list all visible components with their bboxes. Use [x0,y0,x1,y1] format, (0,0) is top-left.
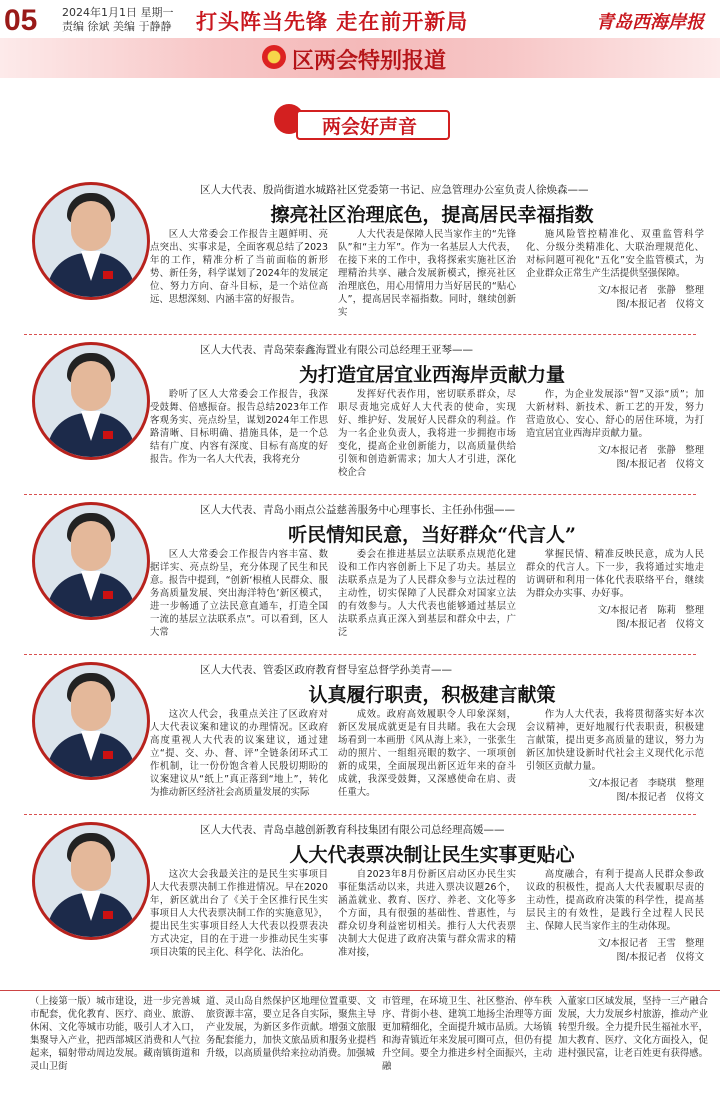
text-credit: 文/本报记者 李晓琪 整理 [588,778,704,789]
body-col-2 [338,868,516,968]
body-col-3 [526,548,704,648]
photo-credit: 图/本报记者 仪将文 [616,792,704,803]
article-title: 听民情知民意，当好群众“代言人” [288,524,576,546]
paragraph: 施风险管控精准化、双重监管科学化、分级分类精准化、大联治理规范化、对标问题可视化“五化”安全监管模式，为企业群众正常生产生活提供坚强保障。 [526,229,704,279]
photo-face [71,361,111,411]
section-title: 区两会特别报道 [292,48,447,74]
emblem-icon [262,45,286,69]
article-body [150,388,710,508]
article [0,818,720,978]
text-credit: 文/本报记者 张静 整理 [597,285,704,296]
paragraph: 成效。政府高效履职令人印象深刻，新区发展成就更是有目共睹。我在大会现场看到一本画册《风从海上来》，一张张生动的照片、一组组亮眼的数字、一项项创新的成果，全面展现出新区近年来的奋斗成就，我深受鼓舞，又深感使命在肩、责任重大。 [338,709,516,798]
body-col-1 [150,548,328,648]
representative-photo [32,822,150,940]
body-col-2 [338,388,516,488]
footer-col-1: （上接第一版）城市建设，进一步完善城市配套，优化教育、医疗、商业、旅游、休闲、文化等城市功能，吸引人才入口，集聚导入产业，把西部城区消费和人气拉起来，辐射带动周边发展。藏南镇街道和灵山卫街 [30,996,200,1072]
feature-title: 两会好声音 [322,116,418,138]
delegate-badge-icon [103,591,113,599]
article-body [150,708,710,828]
article [0,658,720,818]
newspaper-logo: 青岛西海岸报 [596,12,704,33]
representative-photo [32,342,150,460]
paragraph: 区人大常委会工作报告主题鲜明、亮点突出、实事求是，全面客观总结了2023年的工作，精准分析了当前面临的新形势、新任务，科学谋划了2024年的发展定位、努力方向、奋斗目标，是一个站位高远、思想深刻、内涵丰富的好报告。 [150,229,328,305]
body-col-3 [526,388,704,488]
paragraph: 这次大会我最关注的是民生实事项目人大代表票决制工作推进情况。早在2020年，新区就出台了《关于全区推行民生实事项目人大代表票决制工作的实施意见》，提出民生实事项目经人大代表以投票表决方式决定，目的在于进一步推动民生实事项目决策的民主化、科学化、法治化。 [150,869,328,958]
article [0,498,720,658]
article-divider [24,494,696,495]
footer-col-2: 道、灵山岛自然保护区地理位置重要、文旅资源丰富，要立足各自实际，聚焦主导产业发展，为新区多作贡献。增强文旅服务配套能力，加快文旅品质和服务业提档升级，以高质量供给来拉动消费。加强城 [206,996,376,1059]
body-col-3 [526,868,704,968]
article-title: 人大代表票决制让民生实事更贴心 [289,844,575,866]
article-body [150,228,710,348]
body-col-1 [150,708,328,808]
page-headline: 打头阵当先锋 走在前开新局 [196,9,469,34]
masthead [0,0,720,82]
text-credit: 文/本报记者 张静 整理 [597,445,704,456]
text-credit: 文/本报记者 王雪 整理 [597,938,704,949]
paragraph: 作，为企业发展添“智”又添“质”；加大新材料、新技术、新工艺的开发，努力营造放心、安心、舒心的居住环境，为打造宜居宜业西海岸贡献力量。 [526,389,704,439]
paragraph: 发挥好代表作用，密切联系群众，尽职尽责地完成好人大代表的使命，实现好、维护好、发展好人民群众的利益。作为一名企业负责人，我将进一步拥抱市场变化，提高企业创新能力，以高质量供给引领和创造新需求；加大人才引进，深化校企合 [338,389,516,478]
article-title: 擦亮社区治理底色，提高居民幸福指数 [270,204,594,226]
body-col-3 [526,708,704,808]
article-title: 为打造宜居宜业西海岸贡献力量 [298,364,565,386]
continued-article [0,990,720,1096]
delegate-badge-icon [103,751,113,759]
article-byline: 区人大代表、青岛小雨点公益慈善服务中心理事长、主任孙伟强—— [200,504,515,516]
text-credit: 文/本报记者 陈莉 整理 [597,605,704,616]
issue-date: 2024年1月1日 星期一 [62,6,174,19]
photo-credit: 图/本报记者 仪将文 [616,952,704,963]
delegate-badge-icon [103,911,113,919]
article-byline: 区人大代表、管委区政府教育督导室总督学孙美青—— [200,664,452,676]
photo-face [71,841,111,891]
paragraph: 委会在推进基层立法联系点规范化建设和工作内容创新上下足了功夫。基层立法联系点是为了人民群众参与立法过程的主动性，切实保障了人民群众对国家立法的有效参与。人大代表也能够通过基层立法联系点真正深入到基层和群众中去，广泛 [338,549,516,638]
article-byline: 区人大代表、青岛荣泰鑫海置业有限公司总经理王亚琴—— [200,344,473,356]
body-col-2 [338,548,516,648]
article-divider [24,654,696,655]
article-body [150,868,710,988]
paragraph: 高度融合，有利于提高人民群众参政议政的积极性，提高人大代表履职尽责的主动性，提高政府决策的科学性，提高基层民主的有效性，是践行全过程人民民主、保障人民当家作主的生动体现。 [526,869,704,932]
photo-credit: 图/本报记者 仪将文 [616,299,704,310]
feature-banner [274,104,454,140]
paragraph: 聆听了区人大常委会工作报告，我深受鼓舞、倍感振奋。报告总结2023年工作客观务实、亮点纷呈，谋划2024年工作思路清晰、目标明确、措施具体，是一个总结有广度、内容有深度、目标有高度的好报告。作为一名人大代表，我将充分 [150,389,328,465]
body-col-1 [150,228,328,328]
article-title: 认真履行职责，积极建言献策 [308,684,556,706]
body-col-2 [338,228,516,328]
representative-photo [32,502,150,620]
article-divider [24,334,696,335]
article-byline: 区人大代表、殷尚街道水城路社区党委第一书记、应急管理办公室负责人徐焕森—— [200,184,589,196]
page-number: 05 [4,4,38,37]
photo-credit: 图/本报记者 仪将文 [616,619,704,630]
body-col-1 [150,868,328,968]
paragraph: 区人大常委会工作报告内容丰富、数据详实、亮点纷呈，充分体现了民生和民意。报告中提到，“创新‘根植人民群众、服务高质量发展、突出海洋特色’新区模式，进一步畅通了立法民意直通车，打造全国一流的基层立法联系点”。可以看到，区人大常 [150,549,328,638]
delegate-badge-icon [103,271,113,279]
article-byline: 区人大代表、青岛卓越创新教育科技集团有限公司总经理高媛—— [200,824,505,836]
footer-col-4: 入董家口区域发展，坚持一三产融合发展，大力发展乡村旅游，推动产业转型升级。全力提升民生福祉水平，加大教育、医疗、文化方面投入，促进村强民富，让老百姓更有获得感。 [558,996,709,1059]
editors: 责编 徐斌 美编 于静静 [62,20,172,33]
representative-photo [32,182,150,300]
article-body [150,548,710,668]
photo-face [71,681,111,731]
paragraph: 自2023年8月份新区启动区办民生实事征集活动以来，共进入票决议题26个，涵盖就业、教育、医疗、养老、文化等多个方面，具有很强的基础性、普惠性，与群众切身利益密切相关。推行人大代表票决制大大促进了政府决策与群众需求的精准对接， [338,869,516,958]
article [0,338,720,498]
article-divider [24,814,696,815]
body-col-1 [150,388,328,488]
paragraph: 这次人代会，我重点关注了区政府对人大代表议案和建议的办理情况。区政府高度重视人大代表的议案建议，通过建立“提、交、办、督、评”全链条闭环式工作机制，让一份份饱含着人民殷切期盼的议案建议从“纸上”真正落到“地上”，转化为推动新区经济社会高质量发展的实际 [150,709,328,798]
photo-credit: 图/本报记者 仪将文 [616,459,704,470]
photo-face [71,201,111,251]
article [0,178,720,338]
body-col-2 [338,708,516,808]
body-col-3 [526,228,704,328]
paragraph: 掌握民情、精准反映民意，成为人民群众的代言人。下一步，我将通过实地走访调研和利用一体化代表联络平台，继续为群众办实事、办好事。 [526,549,704,599]
issue-meta [62,6,174,34]
delegate-badge-icon [103,431,113,439]
photo-face [71,521,111,571]
paragraph: 人大代表是保障人民当家作主的“先锋队”和“主力军”。作为一名基层人大代表，在接下来的工作中，我将探索实施社区治理精治共享、融合发展新模式，擦亮社区治理底色，用心用情用力当好居民的“贴心人”，提高居民幸福指数。同时，继续创新实 [338,229,516,318]
representative-photo [32,662,150,780]
paragraph: 作为人大代表，我将贯彻落实好本次会议精神，更好地履行代表职责，积极建言献策，提出更多高质量的建议，努力为新区加快建设新时代社会主义现代化示范引领区贡献力量。 [526,709,704,772]
footer-col-3: 市管理，在环境卫生、社区整治、停车秩序、背街小巷、建筑工地扬尘治理等方面更加精细化，全面提升城市品质。大场镇和海青镇近年来发展可圈可点，但仍有提升空间。要全力推进乡村全面振兴，主动融 [382,996,552,1072]
